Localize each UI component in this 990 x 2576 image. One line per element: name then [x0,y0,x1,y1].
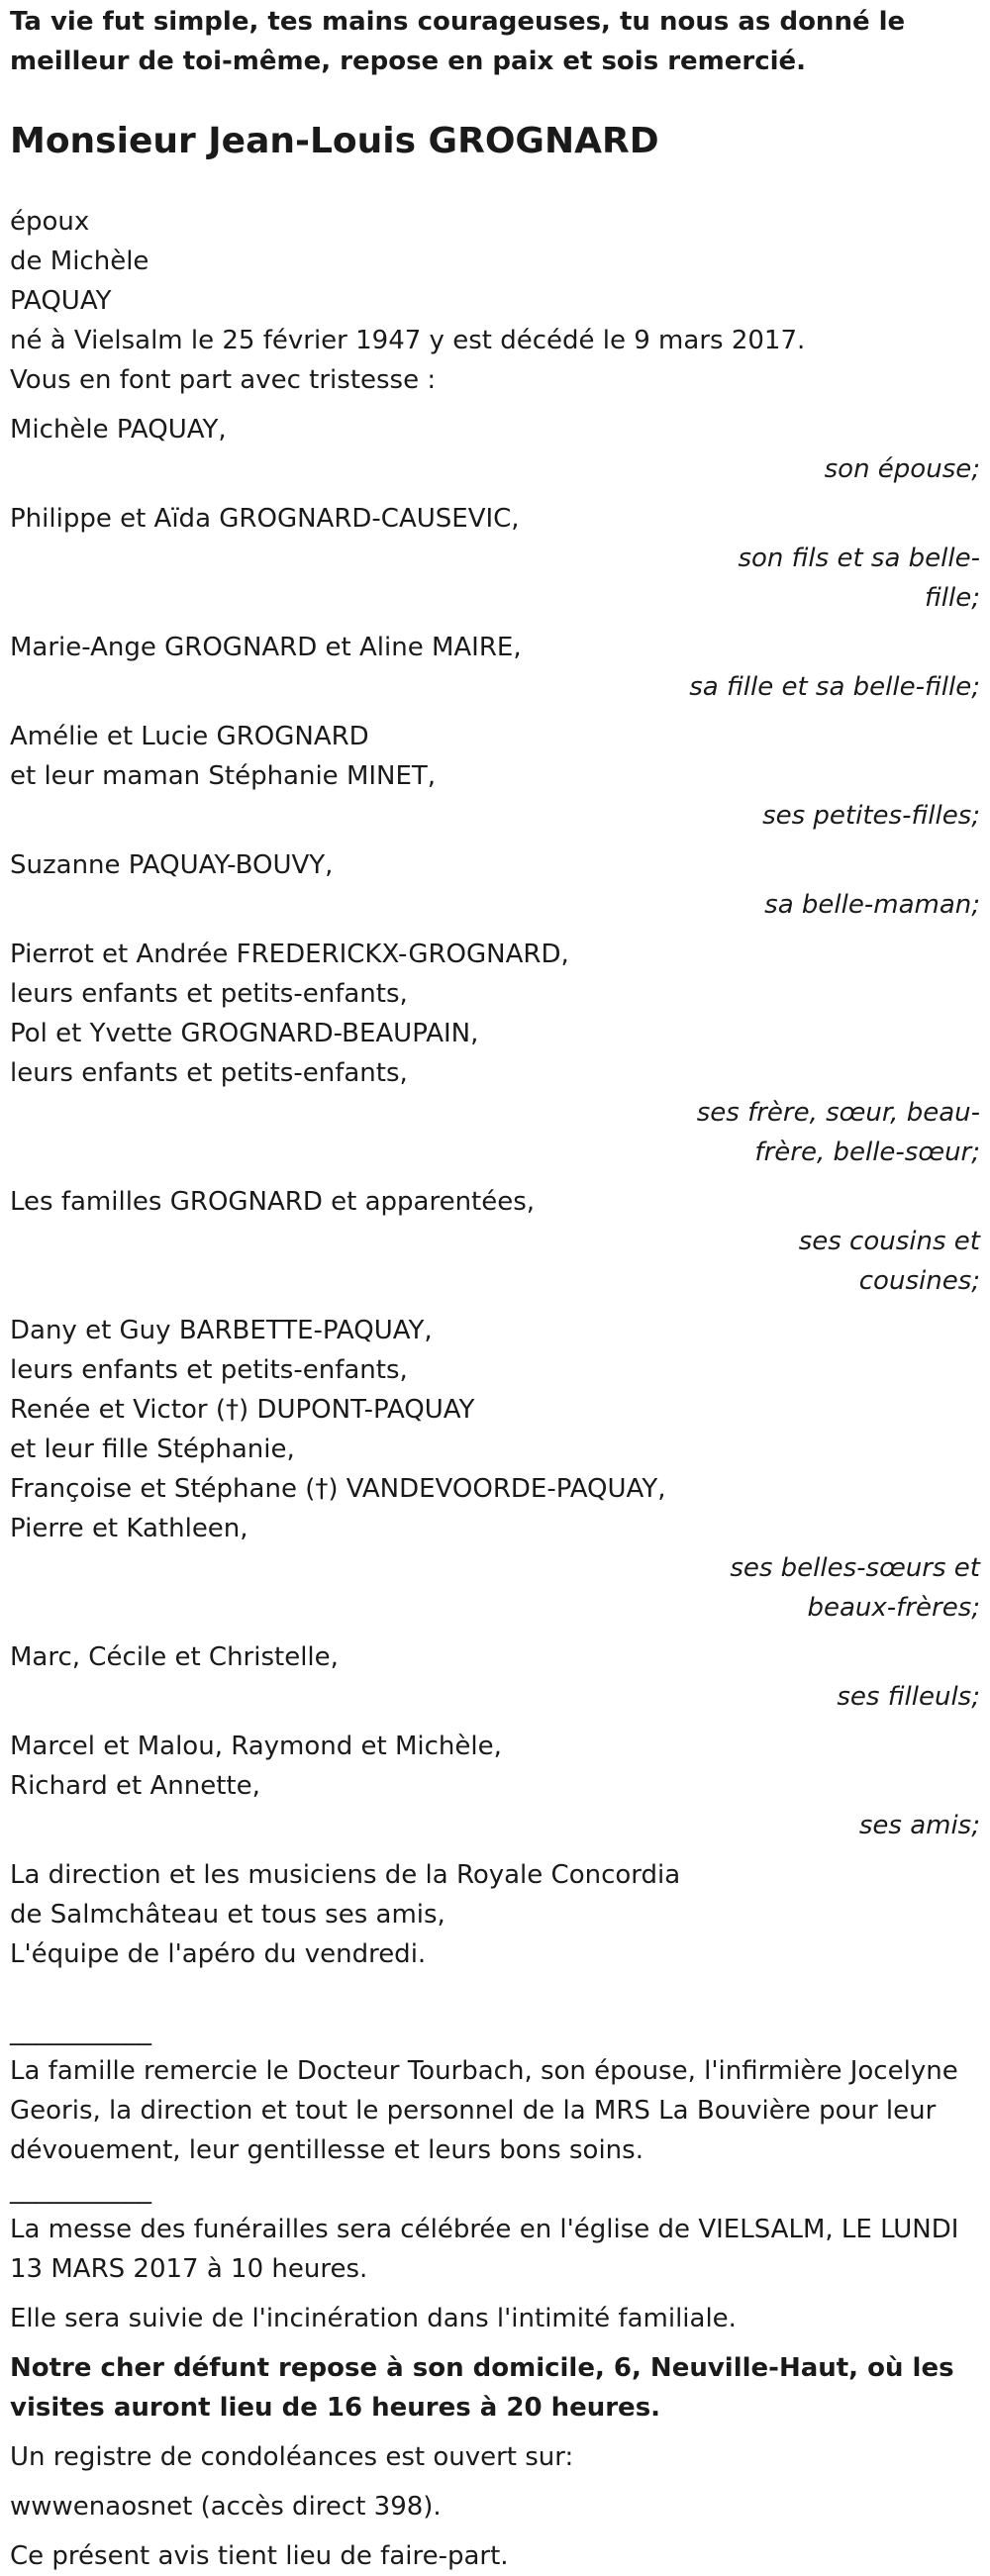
family-names [10,935,980,1093]
birth-death-line: né à Vielsalm le 25 février 1947 y est décédé le 9 mars 2017. [10,326,806,355]
separator: ___________ [10,2175,151,2205]
family-name-line: Philippe et Aïda GROGNARD-CAUSEVIC, [10,504,520,534]
closing-line: Ce présent avis tient lieu de faire-part. [10,2541,509,2571]
spouse-line: époux [10,207,90,237]
family-name-line: Pierre et Kathleen, [10,1514,248,1543]
family-names [10,499,980,539]
spouse-block [10,202,980,321]
family-entry [10,1855,980,1974]
family-entry [10,1637,980,1717]
family-name-line: Marie-Ange GROGNARD et Aline MAIRE, [10,633,522,662]
relation-label: ses filleuls; [837,1682,980,1712]
family-names [10,1637,980,1677]
family-entry [10,717,980,836]
relation-label: son fils et sa belle-fille; [738,544,980,613]
obituary-page [0,2,990,2576]
family-entry [10,1182,980,1301]
register-line: Un registre de condoléances est ouvert sur: [10,2442,574,2472]
family-name-line: Richard et Annette, [10,1771,260,1801]
family-name-line: leurs enfants et petits-enfants, [10,1355,408,1385]
family-entry [10,628,980,707]
funeral-paragraph: La messe des funérailles sera célébrée en l'église de VIELSALM, LE LUNDI 13 MARS 2017 à 10 heures. [10,2215,959,2284]
spouse-line: de Michèle [10,247,149,276]
family-name-line: Dany et Guy BARBETTE-PAQUAY, [10,1316,433,1345]
family-entry [10,935,980,1172]
family-name-line: Renée et Victor (†) DUPONT-PAQUAY [10,1395,475,1425]
family-name-line: Françoise et Stéphane (†) VANDEVOORDE-PAQUAY, [10,1474,666,1504]
family-name-line: La direction et les musiciens de la Royale Concordia [10,1860,681,1890]
epitaph: Ta vie fut simple, tes mains courageuses, tu nous as donné le meilleur de toi-même, repose en paix et sois remercié. [10,7,906,76]
relation-label: ses petites-filles; [762,801,980,831]
family-entry [10,1311,980,1628]
family-name-line: leurs enfants et petits-enfants, [10,1058,408,1088]
family-entry [10,1727,980,1845]
family-names [10,410,980,449]
family-name-line: Amélie et Lucie GROGNARD [10,722,369,751]
relation-label: ses frère, sœur, beau-frère, belle-sœur; [696,1098,980,1167]
family-list [10,410,980,1974]
relation-label: sa belle-maman; [764,890,980,920]
family-name-line: Michèle PAQUAY, [10,415,227,445]
family-names [10,717,980,796]
family-name-line: de Salmchâteau et tous ses amis, [10,1900,446,1930]
incineration-line: Elle sera suivie de l'incinération dans l'intimité familiale. [10,2304,737,2333]
thanks-paragraph: La famille remercie le Docteur Tourbach, son épouse, l'infirmière Jocelyne Georis, la direction et tout le personnel de la MRS La Bouvière pour leur dévouement, leur gentillesse et leurs bons soins. [10,2056,958,2165]
rest-paragraph: Notre cher défunt repose à son domicile, 6, Neuville-Haut, où les visites auront lieu de 16 heures à 20 heures. [10,2353,954,2423]
family-names [10,628,980,667]
family-name-line: Marcel et Malou, Raymond et Michèle, [10,1732,502,1761]
family-entry [10,845,980,925]
relation-label: son épouse; [824,454,980,484]
spouse-line: PAQUAY [10,286,112,316]
intro-line: Vous en font part avec tristesse : [10,365,437,395]
family-name-line: Suzanne PAQUAY-BOUVY, [10,850,334,880]
family-name-line: leurs enfants et petits-enfants, [10,979,408,1009]
family-name-line: et leur fille Stéphanie, [10,1435,295,1464]
family-names [10,845,980,885]
relation-label: sa fille et sa belle-fille; [689,672,980,702]
family-name-line: Pol et Yvette GROGNARD-BEAUPAIN, [10,1019,479,1048]
deceased-name: Monsieur Jean-Louis GROGNARD [10,121,659,161]
family-names [10,1182,980,1222]
family-entry [10,499,980,618]
family-names [10,1727,980,1806]
family-names [10,1855,980,1974]
separator: ___________ [10,2017,151,2046]
family-name-line: Marc, Cécile et Christelle, [10,1642,339,1672]
family-names [10,1311,980,1548]
relation-label: ses belles-sœurs et beaux-frères; [730,1553,980,1623]
family-entry [10,410,980,489]
family-name-line: Pierrot et Andrée FREDERICKX-GROGNARD, [10,940,569,969]
family-name-line: Les familles GROGNARD et apparentées, [10,1187,536,1217]
relation-label: ses cousins et cousines; [798,1227,980,1296]
family-name-line: L'équipe de l'apéro du vendredi. [10,1939,427,1969]
family-name-line: et leur maman Stéphanie MINET, [10,761,437,791]
website-line: wwwenaosnet (accès direct 398). [10,2492,442,2522]
relation-label: ses amis; [858,1811,980,1840]
